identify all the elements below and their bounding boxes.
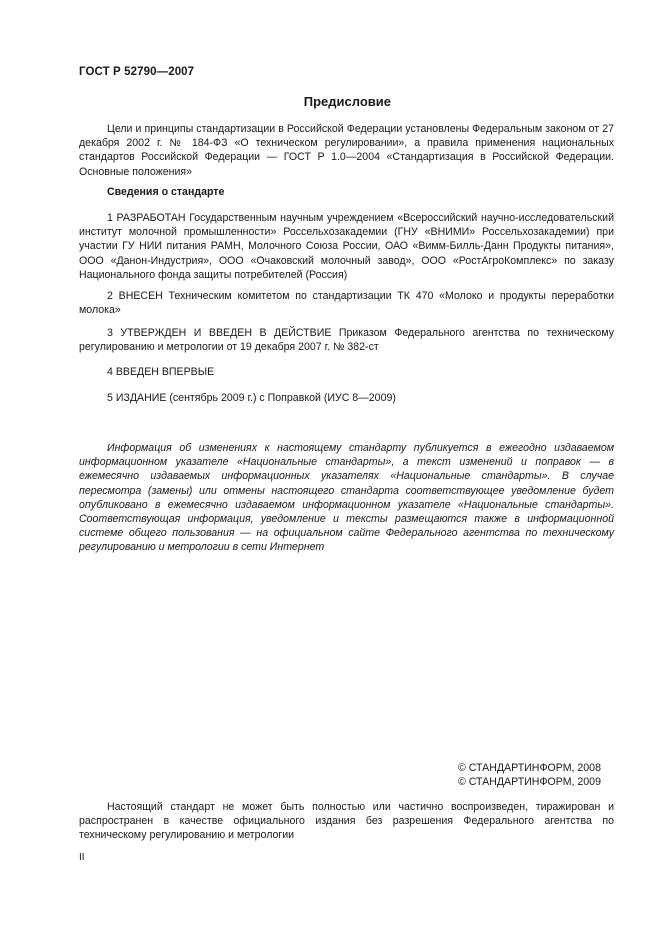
item-4: 4 ВВЕДЕН ВПЕРВЫЕ — [107, 366, 215, 378]
intro-paragraph: Цели и принципы стандартизации в Российской Федерации установлены Федеральным законом от 27 декабря 2002 г. № 184-ФЗ «О техническом регулировании», а правила применения национальных стандартов Российской Федерации — ГОСТ Р 1.0—2004 «Стандартизация в Российской Федерации. Основные положения» — [79, 123, 614, 178]
section-heading: Сведения о стандарте — [107, 186, 225, 198]
copyright-line-1: © СТАНДАРТИНФОРМ, 2008 — [458, 762, 601, 774]
item-5: 5 ИЗДАНИЕ (сентябрь 2009 г.) с Поправкой (ИУС 8—2009) — [107, 392, 396, 404]
copyright-line-2: © СТАНДАРТИНФОРМ, 2009 — [458, 776, 601, 788]
page-title: Предисловие — [303, 94, 391, 109]
restriction-paragraph: Настоящий стандарт не может быть полностью или частично воспроизведен, тиражирован и распространен в качестве официального издания без разрешения Федерального агентства по техническому регулированию и метрологии — [79, 801, 614, 842]
item-3: 3 УТВЕРЖДЕН И ВВЕДЕН В ДЕЙСТВИЕ Приказом Федерального агентства по техническому регулированию и метрологии от 19 декабря 2007 г. № 382-ст — [79, 327, 614, 354]
item-1: 1 РАЗРАБОТАН Государственным научным учреждением «Всероссийский научно-исследовательский институт молочной промышленности» Россельхозакадемии (ГНУ «ВНИМИ» Россельхозакадемии) при участии ГУ НИИ питания РАМН, Молочного Союза России, ОАО «Вимм-Билль-Данн Продукты питания», ООО «Данон-Индустрия», ООО «Очаковский молочный завод», ООО «РостАгроКомплекс» по заказу Национального фонда защиты потребителей (Россия) — [79, 212, 614, 281]
item-2: 2 ВНЕСЕН Техническим комитетом по стандартизации ТК 470 «Молоко и продукты переработки молока» — [79, 290, 614, 317]
page-number: II — [79, 852, 85, 863]
document-header: ГОСТ Р 52790—2007 — [79, 66, 195, 78]
notice-paragraph: Информация об изменениях к настоящему стандарту публикуется в ежегодно издаваемом информационном указателе «Национальные стандарты», а текст изменений и поправок — в ежемесячно издаваемых информационных указателях «Национальные стандарты». В случае пересмотра (замены) или отмены настоящего стандарта соответствующее уведомление будет опубликовано в ежемесячно издаваемом информационном указателе «Национальные стандарты». Соответствующая информация, уведомление и тексты размещаются также в информационной системе общего пользования — на официальном сайте Федерального агентства по техническому регулированию и метрологии в сети Интернет — [79, 442, 614, 554]
